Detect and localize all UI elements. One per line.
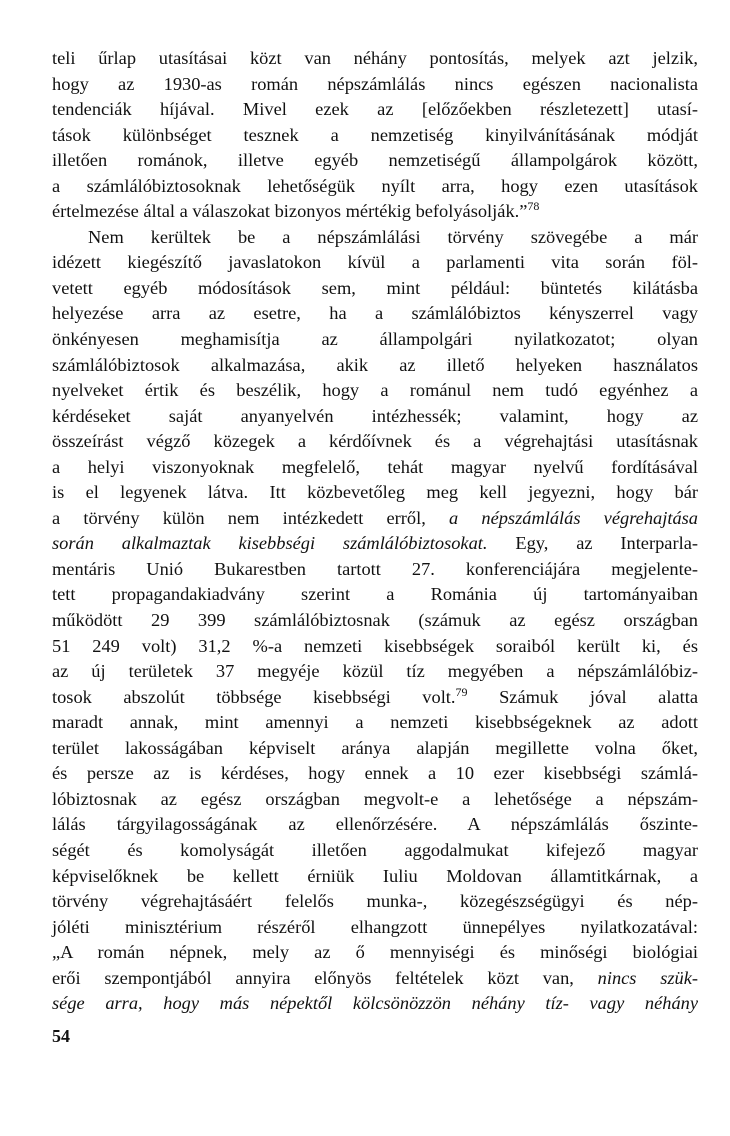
text-segment: Egy, az Interparla- <box>515 533 698 554</box>
text-line: működött 29 399 számlálóbiztosnak (számuk az egész országban <box>52 610 698 631</box>
text-line: lálás tárgyilagosságának az ellenőrzésére. A népszámlálás őszinte- <box>52 814 698 835</box>
text-line: Nem kerültek be a népszámlálási törvény szövegébe a már <box>88 226 698 247</box>
text-line: ségét és komolyságát illetően aggodalmukat kifejező magyar <box>52 839 698 860</box>
text-line: vetett egyéb módosítások sem, mint például: büntetés kilátásba <box>52 277 698 298</box>
text-line: 51 249 volt) 31,2 %-a nemzeti kisebbségek soraiból került ki, és <box>52 635 698 656</box>
text-line: maradt annak, mint amennyi a nemzeti kisebbségeknek az adott <box>52 712 698 733</box>
text-line: hogy az 1930-as román népszámlálás nincs egészen nacionalista <box>52 73 698 94</box>
page-number: 54 <box>52 1026 70 1046</box>
text-line <box>52 199 698 225</box>
italic-text: során alkalmaztak kisebbségi számlálóbiztosokat. <box>52 533 488 554</box>
text-segment: tosok abszolút többsége kisebbségi volt. <box>52 686 456 707</box>
text-line: képviselőknek be kellett érniük Iuliu Moldovan államtitkárnak, a <box>52 865 698 886</box>
text-line: kérdéseket saját anyanyelvén intézhessék; valamint, hogy az <box>52 405 698 426</box>
text-line: tások különbséget tesznek a nemzetiség kinyilvánításának módját <box>52 124 698 145</box>
text-line <box>52 966 698 992</box>
italic-text: nincs szük- <box>597 967 698 988</box>
text-line: lóbiztosnak az egész országban megvolt-e a lehetősége a népszám- <box>52 788 698 809</box>
text-segment: a törvény külön nem intézkedett erről, <box>52 507 426 528</box>
text-line: összeírást végző közegek a kérdőívnek és a végrehajtási utasításnak <box>52 431 698 452</box>
body-text <box>52 46 698 1017</box>
text-line: nyelveket értik és beszélik, hogy a románul nem tudó egyénhez a <box>52 380 698 401</box>
text-line <box>52 531 698 557</box>
text-line: és persze az is kérdéses, hogy ennek a 10 ezer kisebbségi számlá- <box>52 763 698 784</box>
text-line: tendenciák híjával. Mivel ezek az [előzőekben részletezett] utasí- <box>52 99 698 120</box>
footnote-marker: 78 <box>527 199 540 214</box>
text-line: önkényesen meghamisítja az állampolgári nyilatkozatot; olyan <box>52 329 698 350</box>
text-line <box>52 685 698 711</box>
text-line: az új területek 37 megyéje közül tíz megyében a népszámlálóbiz- <box>52 661 698 682</box>
italic-text: a népszámlálás végrehajtása <box>449 507 698 528</box>
text-line: teli űrlap utasításai közt van néhány pontosítás, melyek azt jelzik, <box>52 48 698 68</box>
text-line: idézett kiegészítő javaslatokon kívül a parlamenti vita során föl- <box>52 252 698 273</box>
footnote-marker: 79 <box>455 684 468 699</box>
text-line: mentáris Unió Bukarestben tartott 27. konferenciájára megjelente- <box>52 558 698 579</box>
text-segment: erői szempontjából annyira előnyös feltételek közt van, <box>52 967 574 988</box>
text-line: a helyi viszonyoknak megfelelő, tehát magyar nyelvű fordításával <box>52 456 698 477</box>
text-line: illetően románok, illetve egyéb nemzetiségű állampolgárok között, <box>52 150 698 171</box>
text-line: is el legyenek látva. Itt közbevetőleg meg kell jegyezni, hogy bár <box>52 482 698 503</box>
text-line: tett propagandakiadvány szerint a Románia új tartományaiban <box>52 584 698 605</box>
text-segment: értelmezése által a válaszokat bizonyos mértékig befolyásolják.” <box>52 201 528 222</box>
text-line: helyezése arra az esetre, ha a számlálóbiztos kényszerrel vagy <box>52 303 698 324</box>
text-line: terület lakosságában képviselt aránya alapján megillette volna őket, <box>52 737 698 758</box>
text-line <box>52 506 698 532</box>
text-segment: Számuk jóval alatta <box>499 686 698 707</box>
text-line: számlálóbiztosok alkalmazása, akik az illető helyeken használatos <box>52 354 698 375</box>
text-line: „A román népnek, mely az ő mennyiségi és minőségi biológiai <box>52 942 698 963</box>
text-line: törvény végrehajtásáért felelős munka-, közegészségügyi és nép- <box>52 891 698 912</box>
text-line: jóléti minisztérium részéről elhangzott ünnepélyes nyilatkozatával: <box>52 916 698 937</box>
text-line: a számlálóbiztosoknak lehetőségük nyílt arra, hogy ezen utasítások <box>52 175 698 196</box>
text-line: sége arra, hogy más népektől kölcsönözzön néhány tíz- vagy néhány <box>52 993 698 1014</box>
